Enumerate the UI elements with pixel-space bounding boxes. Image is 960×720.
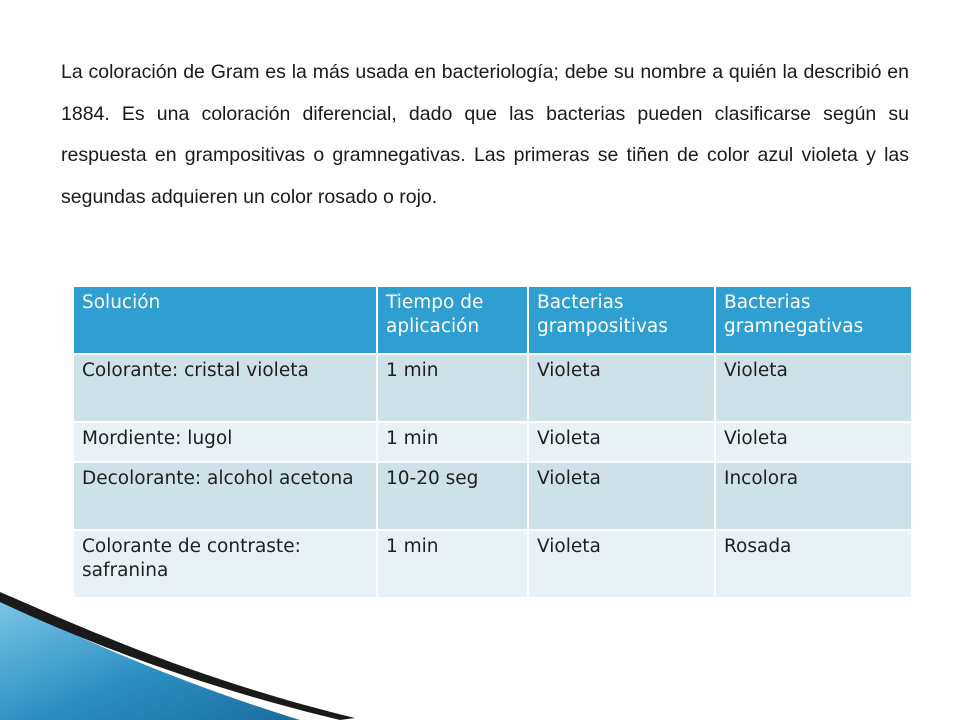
corner-swoosh-decoration [0,590,360,720]
table-cell: 1 min [377,422,528,462]
table-cell: Colorante: cristal violeta [73,354,377,422]
table-row [73,422,912,462]
gram-stain-table [72,285,913,599]
intro-paragraph: La coloración de Gram es la más usada en bacteriología; debe su nombre a quién la describió en 1884. Es una coloración diferencial, dado que las bacterias pueden clasificarse según su respuesta en grampositivas o gramnegativas. Las primeras se tiñen de color azul violeta y las segundas adquieren un color rosado o rojo. [61,61,909,208]
table-cell: Mordiente: lugol [73,422,377,462]
table-cell: Colorante de contraste: safranina [73,530,377,598]
table-cell: Violeta [528,462,715,530]
table-row [73,530,912,598]
table-cell: Violeta [528,422,715,462]
table-row [73,462,912,530]
header-solucion: Solución [73,286,377,354]
table-cell: 1 min [377,354,528,422]
table-cell: 1 min [377,530,528,598]
table-cell: Violeta [528,530,715,598]
header-grampositivas: Bacterias grampositivas [528,286,715,354]
table-cell: Violeta [715,354,912,422]
table-cell: Violeta [715,422,912,462]
header-gramnegativas: Bacterias gramnegativas [715,286,912,354]
table-cell: Rosada [715,530,912,598]
table-cell: Violeta [528,354,715,422]
header-tiempo: Tiempo de aplicación [377,286,528,354]
table-cell: Incolora [715,462,912,530]
table-header-row [73,286,912,354]
table-cell: Decolorante: alcohol acetona [73,462,377,530]
table-row [73,354,912,422]
table-cell: 10-20 seg [377,462,528,530]
